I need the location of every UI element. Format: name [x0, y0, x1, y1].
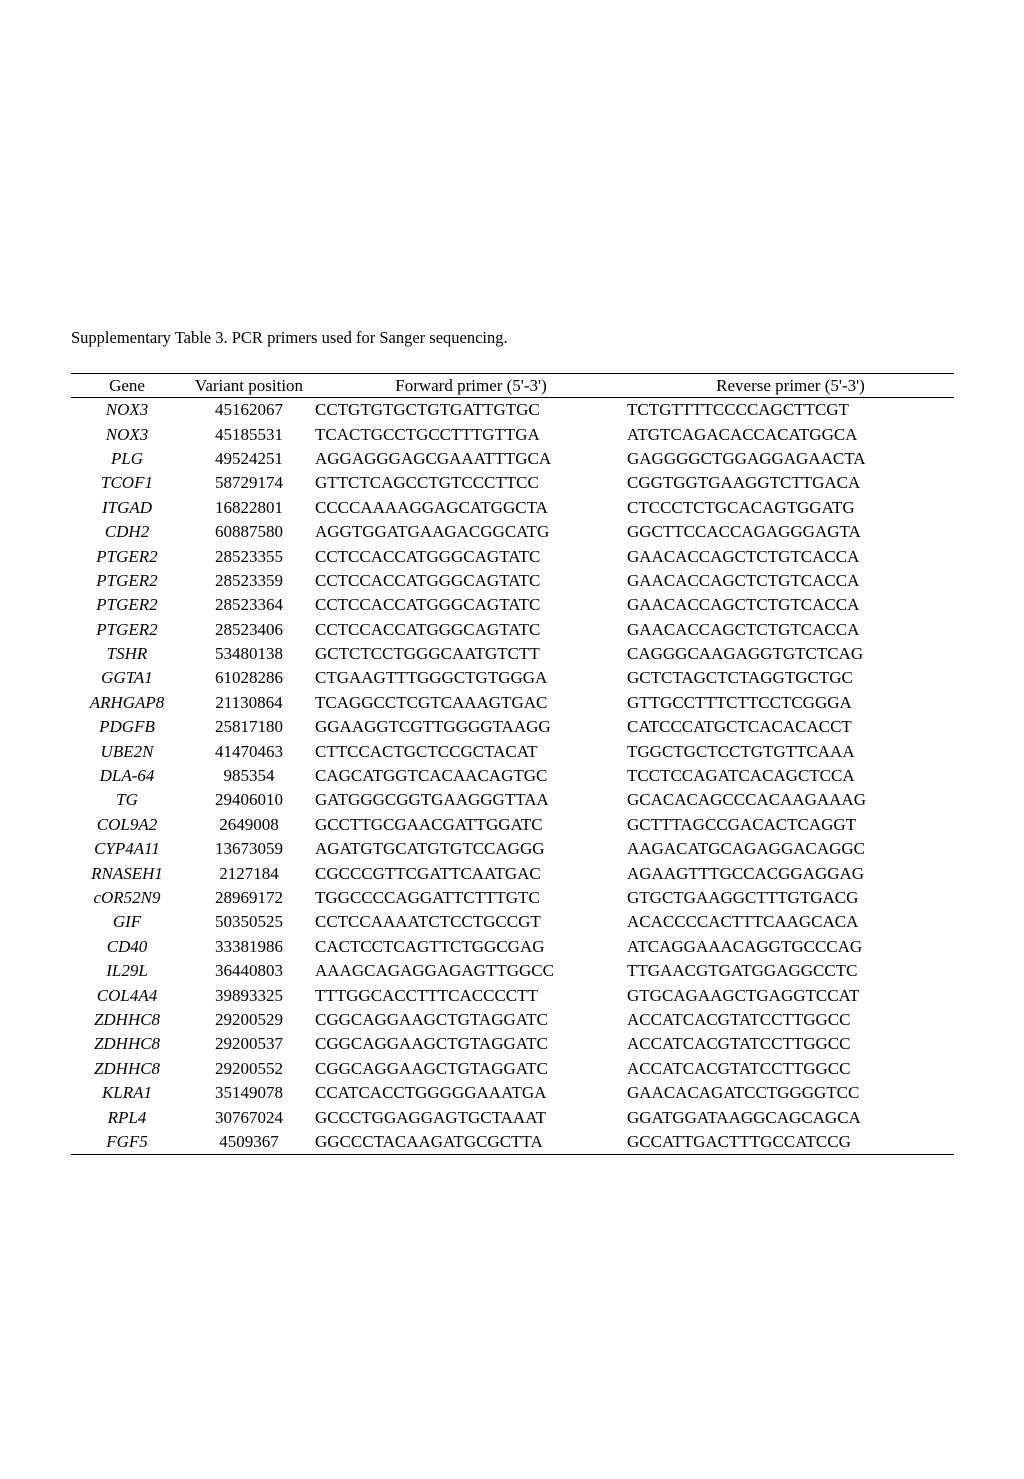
table-row — [71, 544, 954, 568]
gene-cell: TG — [116, 790, 138, 810]
gene-cell: PTGER2 — [96, 595, 158, 615]
table-row — [71, 1105, 954, 1129]
header-gene: Gene — [71, 374, 183, 398]
variant-position-cell: 61028286 — [215, 668, 283, 688]
gene-cell: cOR52N9 — [93, 888, 161, 907]
table-body — [71, 398, 954, 1155]
gene-cell: RPL4 — [107, 1107, 147, 1127]
variant-position-cell: 28523355 — [215, 546, 283, 566]
gene-cell: PTGER2 — [96, 570, 158, 590]
gene-cell: GIF — [112, 912, 142, 932]
gene-cell: PTGER2 — [96, 619, 158, 639]
reverse-primer-cell: GGATGGATAAGGCAGCAGCA — [627, 1107, 861, 1127]
table-row — [71, 1008, 954, 1032]
reverse-primer-cell: ACCATCACGTATCCTTGGCC — [627, 1034, 851, 1054]
table-row — [71, 569, 954, 593]
forward-primer-cell: GTTCTCAGCCTGTCCCTTCC — [315, 473, 539, 493]
reverse-primer-cell: ACCATCACGTATCCTTGGCC — [627, 1058, 851, 1078]
forward-primer-cell: CGGCAGGAAGCTGTAGGATC — [315, 1058, 548, 1078]
table-row — [71, 935, 954, 959]
reverse-primer-cell: CAGGGCAAGAGGTGTCTCAG — [627, 644, 864, 664]
table-row — [71, 788, 954, 812]
variant-position-cell: 45185531 — [215, 424, 283, 444]
variant-position-cell: 33381986 — [215, 936, 283, 956]
variant-position-cell: 25817180 — [215, 717, 283, 737]
reverse-primer-cell: GAACACCAGCTCTGTCACCA — [627, 619, 860, 639]
variant-position-cell: 29200537 — [215, 1034, 283, 1054]
gene-cell: COL9A2 — [96, 814, 158, 834]
table-header — [71, 374, 954, 398]
forward-primer-cell: CCTCCACCATGGGCAGTATC — [315, 570, 541, 590]
table-row — [71, 886, 954, 910]
reverse-primer-cell: GAACACCAGCTCTGTCACCA — [627, 570, 860, 590]
table-row — [71, 1032, 954, 1056]
reverse-primer-cell: GTTGCCTTTCTTCCTCGGGA — [627, 692, 852, 712]
forward-primer-cell: TTTGGCACCTTTCACCCCTT — [315, 985, 538, 1005]
variant-position-cell: 29406010 — [215, 790, 283, 810]
primer-table-container — [71, 373, 954, 1155]
variant-position-cell: 50350525 — [215, 912, 283, 932]
reverse-primer-cell: ACACCCCACTTTCAAGCACA — [627, 912, 859, 932]
forward-primer-cell: CTGAAGTTTGGGCTGTGGGA — [315, 668, 548, 688]
variant-position-cell: 45162067 — [215, 400, 283, 420]
forward-primer-cell: GCTCTCCTGGGCAATGTCTT — [315, 644, 540, 664]
reverse-primer-cell: CTCCCTCTGCACAGTGGATG — [627, 497, 855, 517]
variant-position-cell: 35149078 — [215, 1083, 283, 1103]
forward-primer-cell: AGGAGGGAGCGAAATTTGCA — [315, 448, 552, 468]
table-row — [71, 666, 954, 690]
variant-position-cell: 28523359 — [215, 570, 283, 590]
gene-cell: DLA-64 — [99, 766, 155, 786]
variant-position-cell: 41470463 — [215, 741, 283, 761]
reverse-primer-cell: AGAAGTTTGCCACGGAGGAG — [627, 863, 865, 883]
table-row — [71, 520, 954, 544]
reverse-primer-cell: GGCTTCCACCAGAGGGAGTA — [627, 522, 861, 542]
header-row — [71, 374, 954, 398]
forward-primer-cell: CCTCCACCATGGGCAGTATC — [315, 595, 541, 615]
gene-cell: UBE2N — [100, 741, 154, 761]
reverse-primer-cell: CGGTGGTGAAGGTCTTGACA — [627, 473, 861, 493]
variant-position-cell: 21130864 — [215, 692, 283, 712]
gene-cell: NOX3 — [105, 400, 149, 420]
variant-position-cell: 28523406 — [215, 619, 283, 639]
gene-cell: PTGER2 — [96, 546, 158, 566]
gene-cell: ZDHHC8 — [93, 1034, 161, 1054]
gene-cell: PLG — [110, 448, 144, 468]
header-forward-primer: Forward primer (5'-3') — [315, 374, 627, 398]
forward-primer-cell: CCTCCACCATGGGCAGTATC — [315, 546, 541, 566]
variant-position-cell: 28523364 — [215, 595, 283, 615]
variant-position-cell: 36440803 — [215, 961, 283, 981]
variant-position-cell: 60887580 — [215, 522, 283, 542]
variant-position-cell: 13673059 — [215, 839, 283, 859]
table-row — [71, 1081, 954, 1105]
reverse-primer-cell: ATCAGGAAACAGGTGCCCAG — [627, 936, 863, 956]
reverse-primer-cell: GCACACAGCCCACAAGAAAG — [627, 790, 866, 810]
gene-cell: CDH2 — [104, 522, 150, 542]
reverse-primer-cell: AAGACATGCAGAGGACAGGC — [627, 839, 866, 859]
gene-cell: NOX3 — [105, 424, 149, 444]
reverse-primer-cell: CATCCCATGCTCACACACCT — [627, 717, 852, 737]
gene-cell: ZDHHC8 — [93, 1058, 161, 1078]
gene-cell: TSHR — [106, 644, 148, 664]
variant-position-cell: 2649008 — [219, 814, 279, 834]
forward-primer-cell: CTTCCACTGCTCCGCTACAT — [315, 741, 538, 761]
reverse-primer-cell: TGGCTGCTCCTGTGTTCAAA — [627, 741, 855, 761]
gene-cell: ARHGAP8 — [89, 692, 165, 712]
table-row — [71, 593, 954, 617]
table-row — [71, 959, 954, 983]
forward-primer-cell: CGCCCGTTCGATTCAATGAC — [315, 863, 541, 883]
table-row — [71, 1130, 954, 1155]
reverse-primer-cell: GTGCAGAAGCTGAGGTCCAT — [627, 985, 860, 1005]
variant-position-cell: 29200552 — [215, 1058, 283, 1078]
forward-primer-cell: AGATGTGCATGTGTCCAGGG — [315, 839, 545, 859]
gene-cell: GGTA1 — [101, 668, 153, 688]
table-caption: Supplementary Table 3. PCR primers used for Sanger sequencing. — [71, 328, 508, 347]
gene-cell: ZDHHC8 — [93, 1009, 161, 1029]
table-row — [71, 983, 954, 1007]
gene-cell: CD40 — [106, 936, 148, 956]
forward-primer-cell: CAGCATGGTCACAACAGTGC — [315, 766, 548, 786]
gene-cell: CYP4A11 — [94, 839, 160, 859]
forward-primer-cell: AAAGCAGAGGAGAGTTGGCC — [315, 961, 554, 981]
forward-primer-cell: GATGGGCGGTGAAGGGTTAA — [315, 790, 549, 810]
reverse-primer-cell: GAACACCAGCTCTGTCACCA — [627, 546, 860, 566]
table-row — [71, 422, 954, 446]
reverse-primer-cell: TTGAACGTGATGGAGGCCTC — [627, 961, 858, 981]
reverse-primer-cell: GAGGGGCTGGAGGAGAACTA — [627, 448, 866, 468]
forward-primer-cell: CGGCAGGAAGCTGTAGGATC — [315, 1034, 548, 1054]
forward-primer-cell: CCTCCAAAATCTCCTGCCGT — [315, 912, 541, 932]
variant-position-cell: 985354 — [223, 766, 275, 786]
forward-primer-cell: TCAGGCCTCGTCAAAGTGAC — [315, 692, 548, 712]
table-row — [71, 642, 954, 666]
table-row — [71, 837, 954, 861]
reverse-primer-cell: TCTGTTTTCCCCAGCTTCGT — [627, 400, 849, 420]
reverse-primer-cell: GAACACCAGCTCTGTCACCA — [627, 595, 860, 615]
reverse-primer-cell: ATGTCAGACACCACATGGCA — [627, 424, 858, 444]
gene-cell: COL4A4 — [96, 985, 158, 1005]
forward-primer-cell: GCCTTGCGAACGATTGGATC — [315, 814, 543, 834]
forward-primer-cell: TGGCCCCAGGATTCTTTGTC — [315, 888, 540, 907]
forward-primer-cell: TCACTGCCTGCCTTTGTTGA — [315, 424, 540, 444]
forward-primer-cell: CACTCCTCAGTTCTGGCGAG — [315, 936, 545, 956]
gene-cell: ITGAD — [101, 497, 153, 517]
reverse-primer-cell: GCCATTGACTTTGCCATCCG — [627, 1130, 954, 1155]
table-row — [71, 1057, 954, 1081]
table-row — [71, 861, 954, 885]
variant-position-cell: 58729174 — [215, 473, 283, 493]
table-row — [71, 715, 954, 739]
forward-primer-cell: GGCCCTACAAGATGCGCTTA — [315, 1130, 627, 1155]
forward-primer-cell: CCTGTGTGCTGTGATTGTGC — [315, 400, 540, 420]
variant-position-cell: 39893325 — [215, 985, 283, 1005]
table-row — [71, 813, 954, 837]
forward-primer-cell: CCCCAAAAGGAGCATGGCTA — [315, 497, 548, 517]
table-row — [71, 447, 954, 471]
reverse-primer-cell: ACCATCACGTATCCTTGGCC — [627, 1009, 851, 1029]
reverse-primer-cell: GTGCTGAAGGCTTTGTGACG — [627, 888, 859, 907]
table-row — [71, 496, 954, 520]
table-row — [71, 398, 954, 423]
table-row — [71, 691, 954, 715]
variant-position-cell: 53480138 — [215, 644, 283, 664]
forward-primer-cell: AGGTGGATGAAGACGGCATG — [315, 522, 550, 542]
forward-primer-cell: GCCCTGGAGGAGTGCTAAAT — [315, 1107, 546, 1127]
reverse-primer-cell: GAACACAGATCCTGGGGTCC — [627, 1083, 860, 1103]
forward-primer-cell: CCATCACCTGGGGGAAATGA — [315, 1083, 547, 1103]
gene-cell: IL29L — [106, 961, 148, 981]
variant-position-cell: 16822801 — [215, 497, 283, 517]
primer-table — [71, 373, 954, 1155]
forward-primer-cell: CCTCCACCATGGGCAGTATC — [315, 619, 541, 639]
header-variant-position: Variant position — [183, 374, 315, 398]
gene-cell: FGF5 — [71, 1130, 183, 1155]
variant-position-cell: 49524251 — [215, 448, 283, 468]
table-row — [71, 471, 954, 495]
table-row — [71, 739, 954, 763]
variant-position-cell: 2127184 — [219, 863, 279, 883]
gene-cell: KLRA1 — [101, 1083, 153, 1103]
variant-position-cell: 4509367 — [183, 1130, 315, 1155]
header-reverse-primer: Reverse primer (5'-3') — [627, 374, 954, 398]
variant-position-cell: 30767024 — [215, 1107, 283, 1127]
gene-cell: PDGFB — [99, 717, 155, 737]
table-row — [71, 764, 954, 788]
forward-primer-cell: CGGCAGGAAGCTGTAGGATC — [315, 1009, 548, 1029]
reverse-primer-cell: TCCTCCAGATCACAGCTCCA — [627, 766, 855, 786]
gene-cell: TCOF1 — [101, 473, 153, 493]
reverse-primer-cell: GCTTTAGCCGACACTCAGGT — [627, 814, 857, 834]
gene-cell: RNASEH1 — [91, 863, 163, 883]
table-row — [71, 618, 954, 642]
variant-position-cell: 29200529 — [215, 1009, 283, 1029]
forward-primer-cell: GGAAGGTCGTTGGGGTAAGG — [315, 717, 551, 737]
variant-position-cell: 28969172 — [215, 888, 283, 907]
table-row — [71, 910, 954, 934]
reverse-primer-cell: GCTCTAGCTCTAGGTGCTGC — [627, 668, 853, 688]
